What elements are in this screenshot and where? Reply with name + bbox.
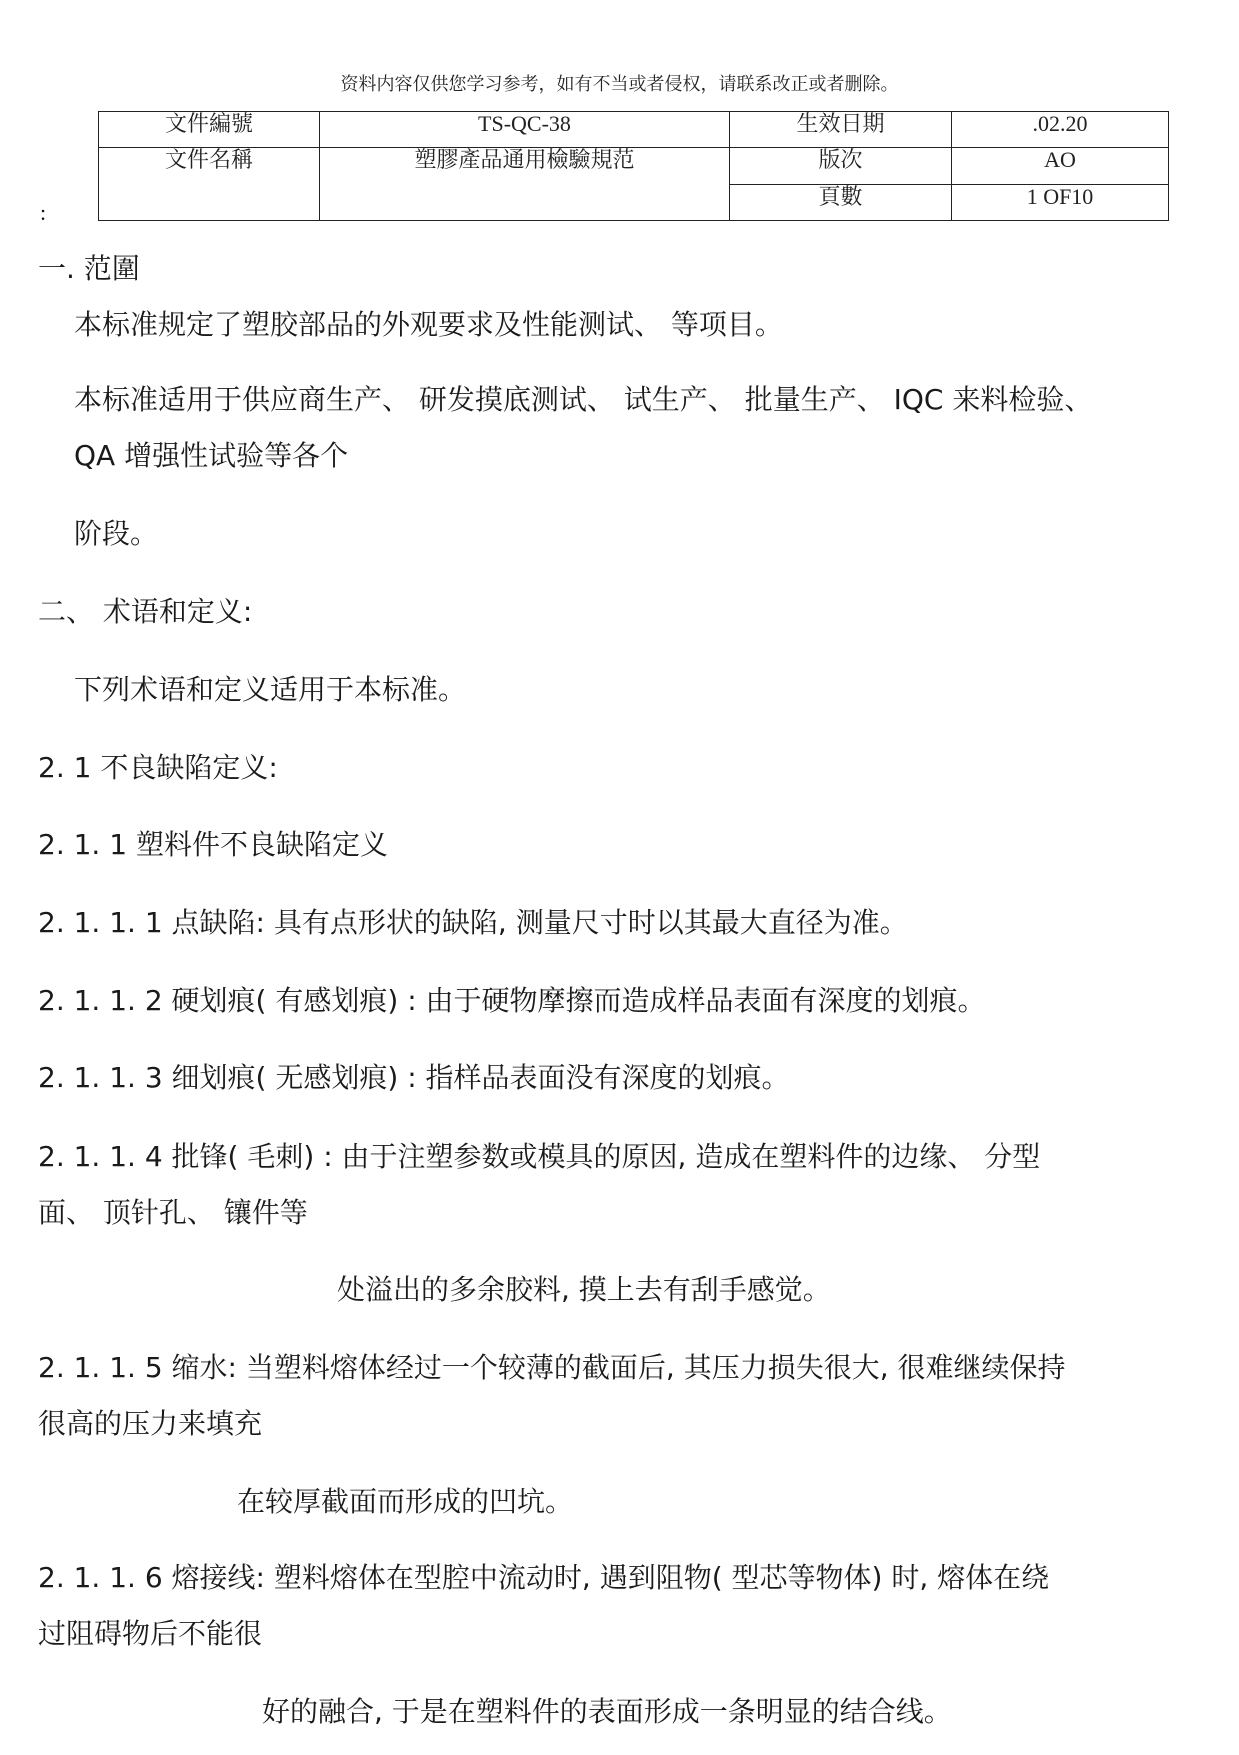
section-1-paragraph-2-line-2: QA 增强性试验等各个: [74, 439, 349, 472]
section-2-intro: 下列术语和定义适用于本标准。: [74, 673, 467, 706]
doc-name-label: 文件名稱: [99, 148, 320, 221]
section-1-paragraph-1: 本标准规定了塑胶部品的外观要求及性能测试、 等项目。: [74, 308, 783, 341]
pages-value: 1 OF10: [952, 184, 1169, 220]
clause-2-1-1-4-line-3: 处溢出的多余胶料, 摸上去有刮手感觉。: [337, 1273, 831, 1306]
clause-2-1-1-5-line-1: 2. 1. 1. 5 缩水: 当塑料熔体经过一个较薄的截面后, 其压力损失很大, 很难继续保持: [38, 1351, 1066, 1384]
clause-2-1-1-2: 2. 1. 1. 2 硬划痕( 有感划痕) : 由于硬物摩擦而造成样品表面有深度的划痕。: [38, 984, 986, 1017]
clause-2-1-1-6-line-3: 好的融合, 于是在塑料件的表面形成一条明显的结合线。: [262, 1695, 952, 1728]
clause-2-1-1-4-line-1: 2. 1. 1. 4 批锋( 毛刺) : 由于注塑参数或模具的原因, 造成在塑料件的边缘、 分型: [38, 1140, 1041, 1173]
clause-2-1-1-5-line-3: 在较厚截面而形成的凹坑。: [237, 1485, 574, 1518]
document-info-table: [98, 111, 1169, 221]
clause-2-1-1-3: 2. 1. 1. 3 细划痕( 无感划痕) : 指样品表面没有深度的划痕。: [38, 1061, 790, 1094]
section-1-paragraph-2-line-3: 阶段。: [74, 517, 159, 550]
clause-2-1-1-5-line-2: 很高的压力来填充: [38, 1407, 263, 1440]
effective-date-value: .02.20: [952, 112, 1169, 148]
clause-2-1-1-6-line-2: 过阻碍物后不能很: [38, 1617, 263, 1650]
effective-date-label: 生效日期: [730, 112, 952, 148]
table-row: [99, 112, 1169, 148]
section-2-title: 二、 术语和定义:: [38, 595, 253, 628]
header-disclaimer: 资料内容仅供您学习参考，如有不当或者侵权，请联系改正或者删除。: [340, 74, 899, 95]
clause-2-1-1: 2. 1. 1 塑料件不良缺陷定义: [38, 828, 388, 861]
clause-2-1-1-4-line-2: 面、 顶针孔、 镶件等: [38, 1196, 308, 1229]
stray-colon: :: [40, 200, 47, 225]
clause-2-1-1-6-line-1: 2. 1. 1. 6 熔接线: 塑料熔体在型腔中流动时, 遇到阻物( 型芯等物体) 时, 熔体在绕: [38, 1561, 1050, 1594]
doc-no-value: TS-QC-38: [320, 112, 730, 148]
doc-no-label: 文件編號: [99, 112, 320, 148]
version-value: AO: [952, 148, 1169, 184]
table-row: [99, 148, 1169, 184]
doc-name-value: 塑膠產品通用檢驗規范: [320, 148, 730, 221]
section-1-title: 一. 范圍: [38, 252, 140, 285]
section-1-paragraph-2-line-1: 本标准适用于供应商生产、 研发摸底测试、 试生产、 批量生产、 IQC 来料检验、: [74, 383, 1093, 416]
pages-label: 頁數: [730, 184, 952, 220]
clause-2-1-1-1: 2. 1. 1. 1 点缺陷: 具有点形状的缺陷, 测量尺寸时以其最大直径为准。: [38, 906, 908, 939]
clause-2-1: 2. 1 不良缺陷定义:: [38, 751, 278, 784]
version-label: 版次: [730, 148, 952, 184]
